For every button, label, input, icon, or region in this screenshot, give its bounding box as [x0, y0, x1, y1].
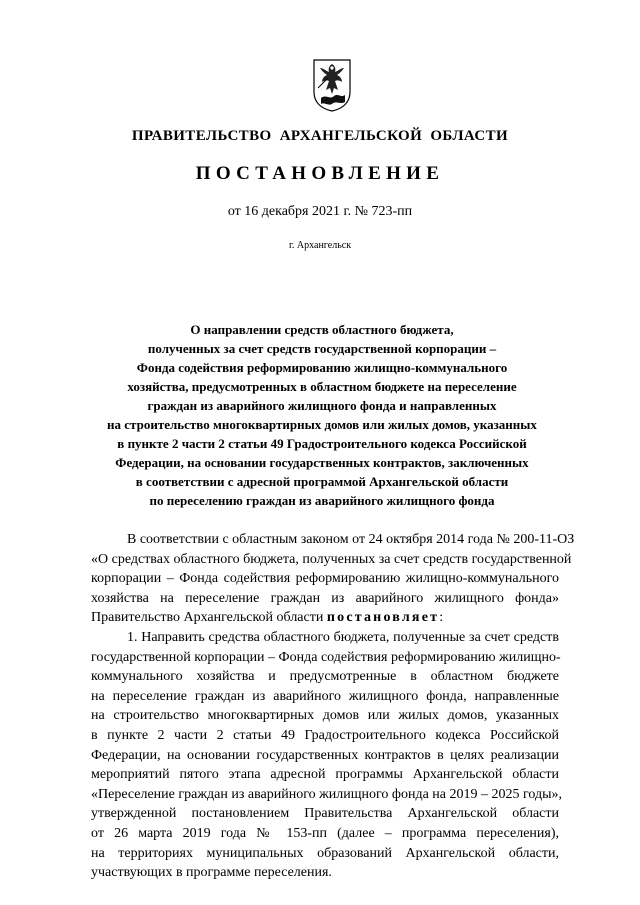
item-1-line: 1. Направить средства областного бюджета, полученные за счет средств [127, 629, 559, 645]
preamble-closing-line [91, 608, 559, 628]
item-1-line: в пункте 2 части 2 статьи 49 Градостроительного кодекса Российской [91, 727, 559, 743]
item-1-line: на строительство многоквартирных домов или жилых домов, указанных [91, 708, 559, 724]
preamble-paragraph [91, 530, 575, 628]
item-1-line: участвующих в программе переселения. [91, 865, 332, 881]
item-1-line: утвержденной постановлением Правительства Архангельской области [91, 806, 559, 822]
item-1-line: коммунального хозяйства и предусмотренные в областном бюджете [91, 669, 559, 685]
subject-line: Фонда содействия реформированию жилищно-коммунального [136, 360, 508, 375]
subject-line: хозяйства, предусмотренных в областном бюджете на переселение [127, 379, 517, 394]
subject-line: в пункте 2 части 2 статьи 49 Градостроительного кодекса Российской [117, 436, 527, 451]
document-date-number: от 16 декабря 2021 г. № 723-пп [227, 204, 413, 219]
subject-line: Федерации, на основании государственных контрактов, заключенных [115, 455, 529, 470]
item-1-line: от 26 марта 2019 года № 153-пп (далее – программа переселения), [91, 825, 559, 841]
resolves-word: постановляет [326, 610, 440, 626]
preamble-line: В соответствии с областным законом от 24 октября 2014 года № 200-11-ОЗ [127, 532, 575, 547]
government-title: ПРАВИТЕЛЬСТВО АРХАНГЕЛЬСКОЙ ОБЛАСТИ [131, 128, 509, 144]
item-1-line: «Переселение граждан из аварийного жилищного фонда на 2019 – 2025 годы», [91, 786, 563, 802]
subject-line: в соответствии с адресной программой Архангельской области [135, 474, 509, 489]
preamble-line: корпорации – Фонда содействия реформированию жилищно-коммунального [91, 571, 559, 587]
coat-of-arms-icon [312, 58, 352, 112]
preamble-end-text: Правительство Архангельской области [91, 610, 324, 626]
preamble-line: хозяйства на переселение граждан из аварийного жилищного фонда» [91, 590, 559, 606]
subject-line: на строительство многоквартирных домов или жилых домов, указанных [107, 417, 537, 432]
item-1-line: государственной корпорации – Фонда содействия реформированию жилищно- [91, 649, 561, 665]
item-1-paragraph [91, 628, 563, 883]
item-1-line: на переселение граждан из аварийного жилищного фонда, направленные [91, 688, 559, 704]
document-body [91, 530, 575, 883]
preamble-line: «О средствах областного бюджета, полученных за счет средств государственной [91, 551, 572, 567]
document-type: ПОСТАНОВЛЕНИЕ [195, 163, 445, 184]
item-1-line: Федерации, на основании государственных контрактов в целях реализации [91, 747, 559, 763]
document-subject [80, 320, 564, 510]
subject-line: полученных за счет средств государственной корпорации – [147, 341, 497, 356]
subject-line: по переселению граждан из аварийного жилищного фонда [149, 493, 495, 508]
subject-line: О направлении средств областного бюджета, [190, 322, 454, 337]
resolves-colon: : [439, 610, 444, 626]
item-1-line: мероприятий пятого этапа адресной программы Архангельской области [91, 767, 559, 783]
item-1-line: на территориях муниципальных образований Архангельской области, [91, 845, 559, 861]
document-city: г. Архангельск [288, 240, 352, 251]
subject-line: граждан из аварийного жилищного фонда и направленных [147, 398, 497, 413]
